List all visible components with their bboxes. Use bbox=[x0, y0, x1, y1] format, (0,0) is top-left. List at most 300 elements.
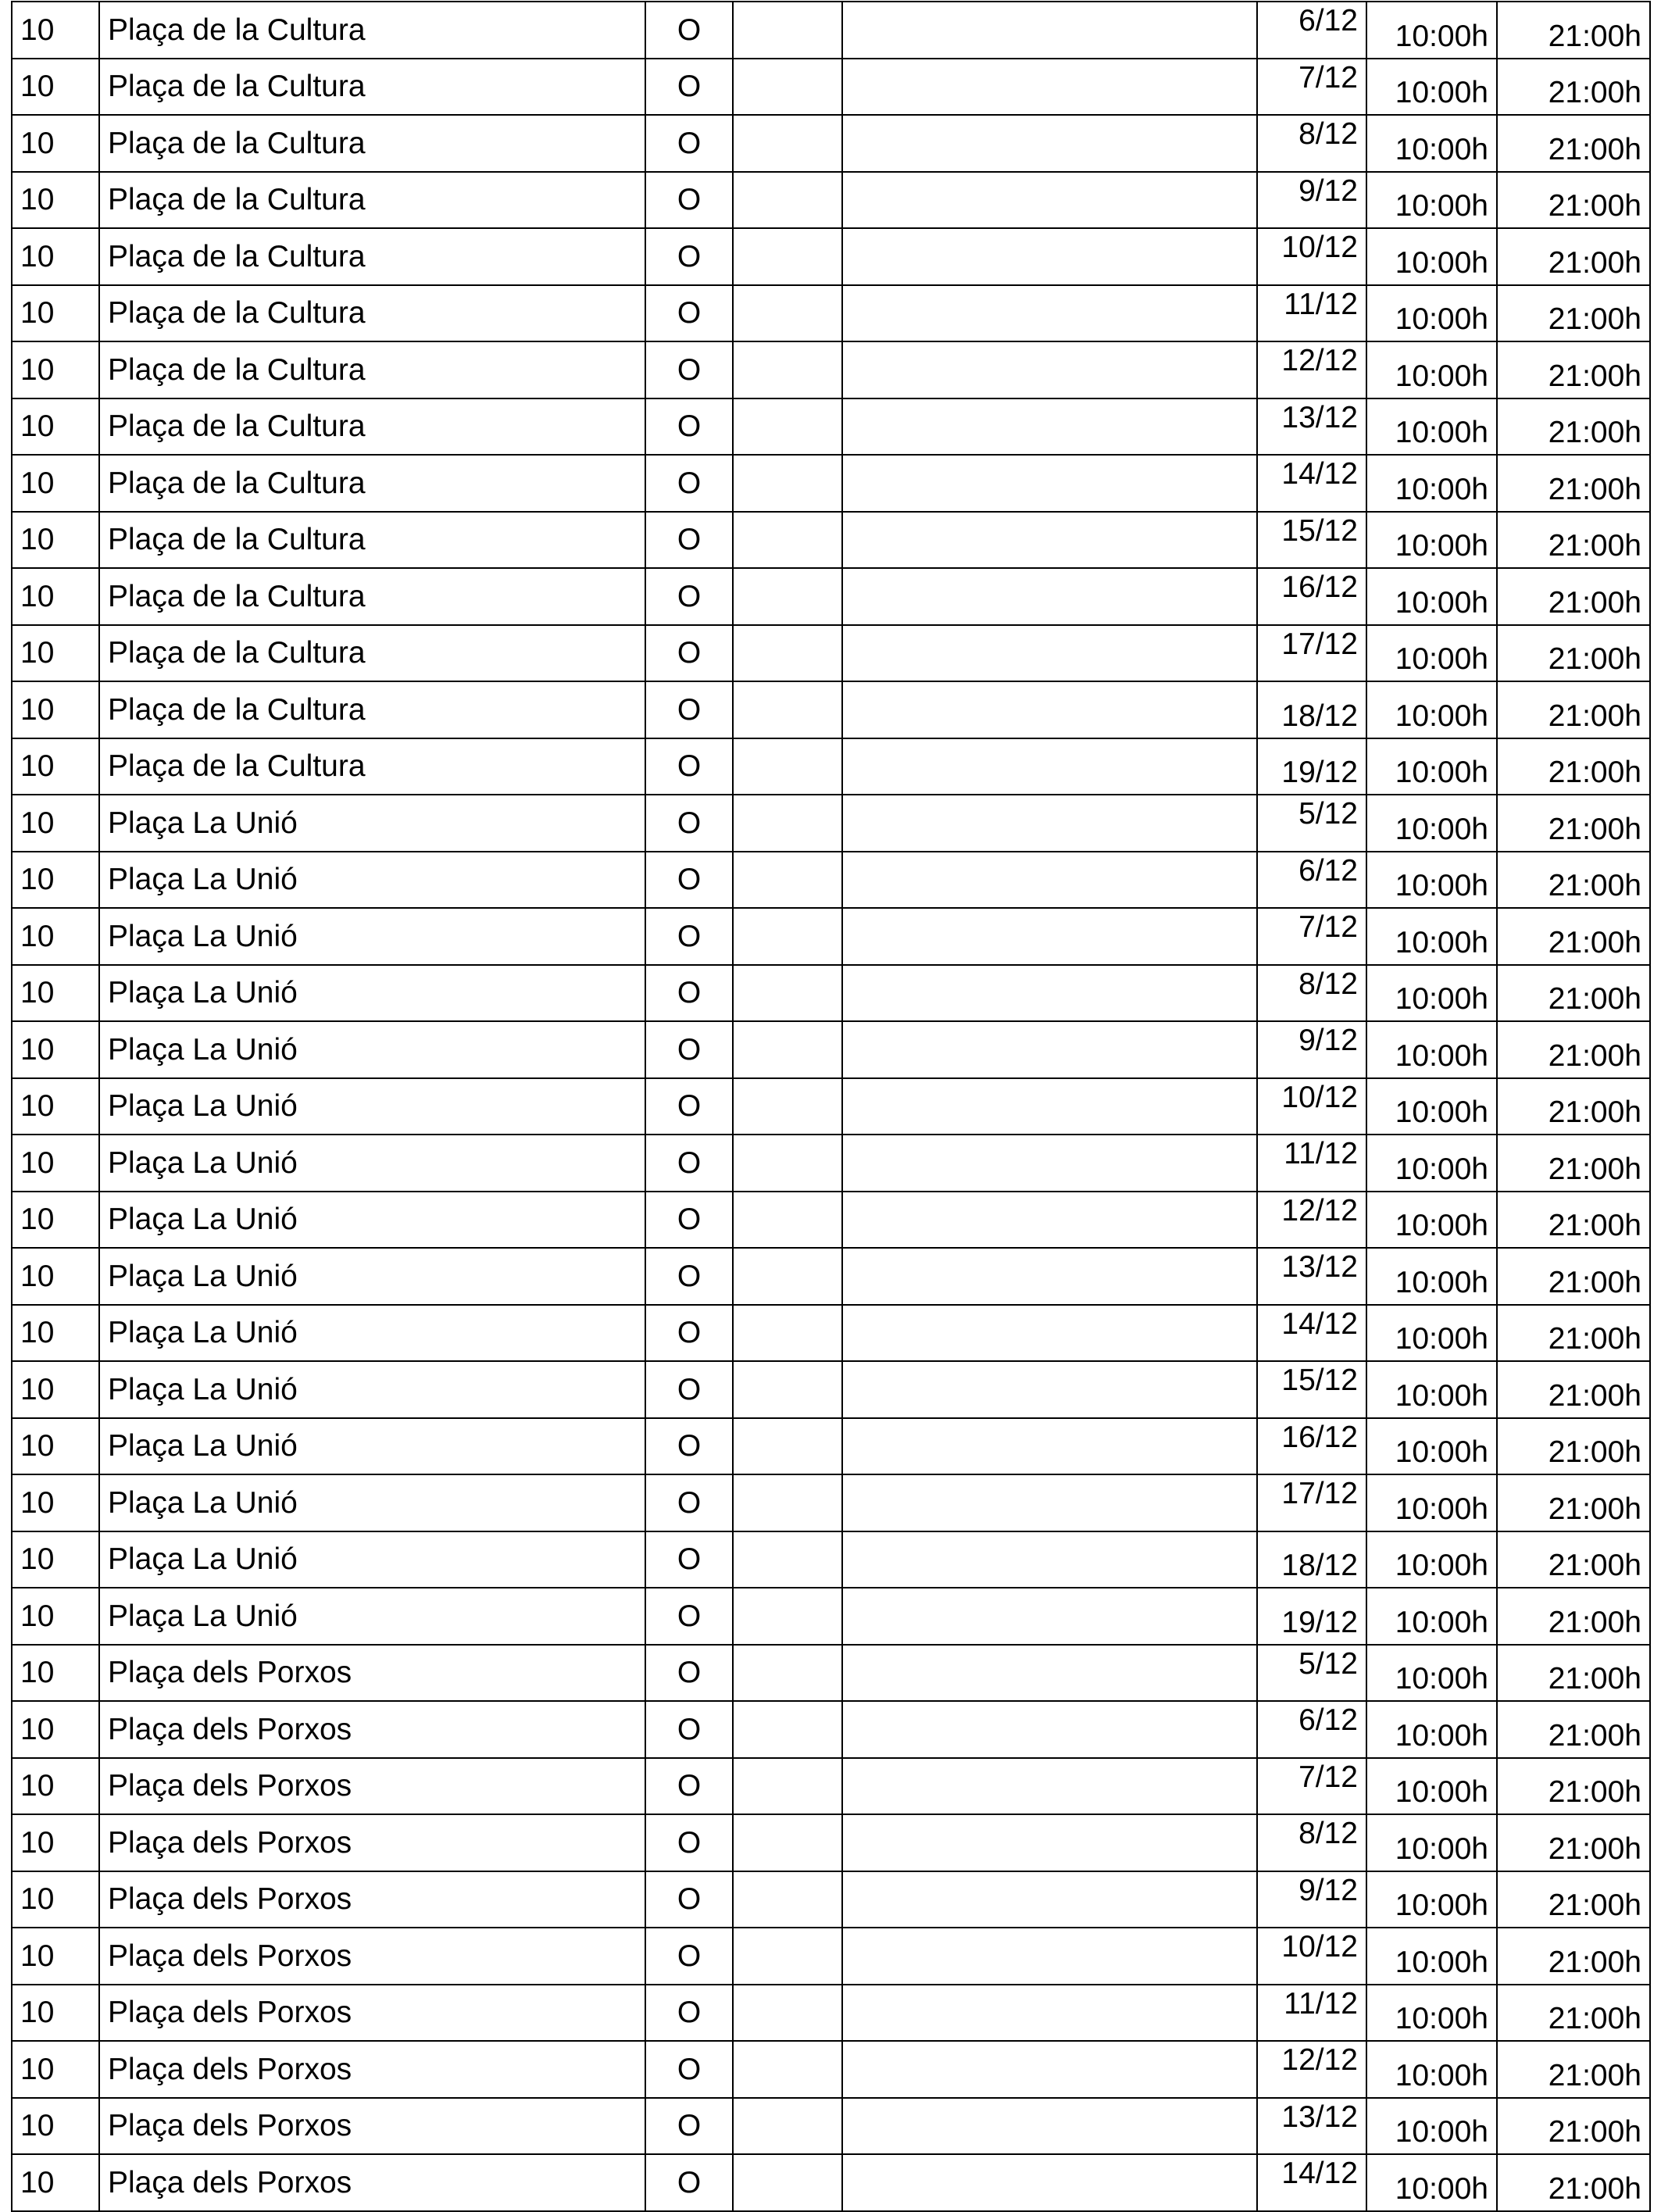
start-time-cell: 10:00h bbox=[1366, 398, 1497, 456]
table-row bbox=[12, 2, 1650, 59]
start-time-cell: 10:00h bbox=[1366, 59, 1497, 116]
row-number-cell: 10 bbox=[12, 1871, 99, 1928]
start-time-cell: 10:00h bbox=[1366, 2098, 1497, 2155]
end-time-cell: 21:00h bbox=[1497, 172, 1650, 229]
row-number-cell: 10 bbox=[12, 1418, 99, 1475]
place-cell: Plaça de la Cultura bbox=[99, 285, 645, 342]
table-row bbox=[12, 1814, 1650, 1871]
start-time-cell: 10:00h bbox=[1366, 455, 1497, 512]
empty-cell bbox=[842, 738, 1257, 795]
mark-cell: O bbox=[645, 1418, 733, 1475]
table-row bbox=[12, 2041, 1650, 2098]
mark-cell: O bbox=[645, 115, 733, 172]
mark-cell: O bbox=[645, 341, 733, 398]
empty-cell bbox=[733, 1418, 842, 1475]
start-time-cell: 10:00h bbox=[1366, 1531, 1497, 1588]
empty-cell bbox=[733, 2041, 842, 2098]
empty-cell bbox=[733, 1474, 842, 1531]
empty-cell bbox=[842, 1531, 1257, 1588]
empty-cell bbox=[733, 1588, 842, 1645]
empty-cell bbox=[733, 1361, 842, 1418]
empty-cell bbox=[733, 59, 842, 116]
mark-cell: O bbox=[645, 795, 733, 852]
row-number-cell: 10 bbox=[12, 1701, 99, 1758]
start-time-cell: 10:00h bbox=[1366, 115, 1497, 172]
date-cell: 15/12 bbox=[1257, 1361, 1366, 1418]
end-time-cell: 21:00h bbox=[1497, 1474, 1650, 1531]
row-number-cell: 10 bbox=[12, 568, 99, 625]
row-number-cell: 10 bbox=[12, 2041, 99, 2098]
empty-cell bbox=[842, 625, 1257, 682]
empty-cell bbox=[842, 2098, 1257, 2155]
end-time-cell: 21:00h bbox=[1497, 1135, 1650, 1192]
place-cell: Plaça de la Cultura bbox=[99, 115, 645, 172]
date-cell: 11/12 bbox=[1257, 1135, 1366, 1192]
end-time-cell: 21:00h bbox=[1497, 1985, 1650, 2042]
date-cell: 13/12 bbox=[1257, 1248, 1366, 1305]
empty-cell bbox=[842, 1985, 1257, 2042]
date-cell: 9/12 bbox=[1257, 1871, 1366, 1928]
table-row bbox=[12, 512, 1650, 569]
mark-cell: O bbox=[645, 1305, 733, 1362]
table-row bbox=[12, 115, 1650, 172]
empty-cell bbox=[842, 1305, 1257, 1362]
empty-cell bbox=[733, 1814, 842, 1871]
row-number-cell: 10 bbox=[12, 1531, 99, 1588]
empty-cell bbox=[842, 115, 1257, 172]
date-cell: 16/12 bbox=[1257, 1418, 1366, 1475]
end-time-cell: 21:00h bbox=[1497, 1418, 1650, 1475]
place-cell: Plaça La Unió bbox=[99, 1531, 645, 1588]
empty-cell bbox=[842, 965, 1257, 1022]
empty-cell bbox=[842, 1645, 1257, 1702]
start-time-cell: 10:00h bbox=[1366, 1645, 1497, 1702]
mark-cell: O bbox=[645, 1021, 733, 1078]
end-time-cell: 21:00h bbox=[1497, 795, 1650, 852]
mark-cell: O bbox=[645, 59, 733, 116]
mark-cell: O bbox=[645, 285, 733, 342]
empty-cell bbox=[733, 1701, 842, 1758]
row-number-cell: 10 bbox=[12, 908, 99, 965]
empty-cell bbox=[842, 1078, 1257, 1135]
place-cell: Plaça dels Porxos bbox=[99, 1758, 645, 1815]
place-cell: Plaça dels Porxos bbox=[99, 1701, 645, 1758]
empty-cell bbox=[842, 1701, 1257, 1758]
end-time-cell: 21:00h bbox=[1497, 1928, 1650, 1985]
mark-cell: O bbox=[645, 2041, 733, 2098]
row-number-cell: 10 bbox=[12, 965, 99, 1022]
empty-cell bbox=[842, 59, 1257, 116]
empty-cell bbox=[733, 1135, 842, 1192]
end-time-cell: 21:00h bbox=[1497, 1361, 1650, 1418]
table-row bbox=[12, 455, 1650, 512]
mark-cell: O bbox=[645, 1531, 733, 1588]
mark-cell: O bbox=[645, 1758, 733, 1815]
place-cell: Plaça La Unió bbox=[99, 1588, 645, 1645]
empty-cell bbox=[733, 1248, 842, 1305]
row-number-cell: 10 bbox=[12, 1021, 99, 1078]
row-number-cell: 10 bbox=[12, 228, 99, 285]
start-time-cell: 10:00h bbox=[1366, 1021, 1497, 1078]
table-row bbox=[12, 1305, 1650, 1362]
date-cell: 6/12 bbox=[1257, 2, 1366, 59]
place-cell: Plaça de la Cultura bbox=[99, 398, 645, 456]
date-cell: 11/12 bbox=[1257, 285, 1366, 342]
table-body bbox=[12, 2, 1650, 2211]
end-time-cell: 21:00h bbox=[1497, 1701, 1650, 1758]
empty-cell bbox=[733, 1021, 842, 1078]
start-time-cell: 10:00h bbox=[1366, 2, 1497, 59]
date-cell: 17/12 bbox=[1257, 1474, 1366, 1531]
end-time-cell: 21:00h bbox=[1497, 285, 1650, 342]
mark-cell: O bbox=[645, 1361, 733, 1418]
empty-cell bbox=[733, 455, 842, 512]
start-time-cell: 10:00h bbox=[1366, 738, 1497, 795]
row-number-cell: 10 bbox=[12, 341, 99, 398]
row-number-cell: 10 bbox=[12, 1645, 99, 1702]
date-cell: 7/12 bbox=[1257, 59, 1366, 116]
row-number-cell: 10 bbox=[12, 115, 99, 172]
place-cell: Plaça dels Porxos bbox=[99, 2154, 645, 2211]
empty-cell bbox=[733, 2154, 842, 2211]
row-number-cell: 10 bbox=[12, 2098, 99, 2155]
date-cell: 14/12 bbox=[1257, 1305, 1366, 1362]
table-row bbox=[12, 965, 1650, 1022]
empty-cell bbox=[842, 2041, 1257, 2098]
start-time-cell: 10:00h bbox=[1366, 172, 1497, 229]
table-row bbox=[12, 625, 1650, 682]
date-cell: 5/12 bbox=[1257, 1645, 1366, 1702]
table-row bbox=[12, 1531, 1650, 1588]
empty-cell bbox=[842, 852, 1257, 909]
place-cell: Plaça de la Cultura bbox=[99, 625, 645, 682]
end-time-cell: 21:00h bbox=[1497, 2154, 1650, 2211]
table-row bbox=[12, 1361, 1650, 1418]
empty-cell bbox=[733, 172, 842, 229]
start-time-cell: 10:00h bbox=[1366, 228, 1497, 285]
start-time-cell: 10:00h bbox=[1366, 1588, 1497, 1645]
place-cell: Plaça La Unió bbox=[99, 852, 645, 909]
date-cell: 18/12 bbox=[1257, 1531, 1366, 1588]
empty-cell bbox=[733, 1758, 842, 1815]
empty-cell bbox=[842, 1758, 1257, 1815]
end-time-cell: 21:00h bbox=[1497, 2041, 1650, 2098]
date-cell: 12/12 bbox=[1257, 2041, 1366, 2098]
empty-cell bbox=[733, 1078, 842, 1135]
table-row bbox=[12, 1078, 1650, 1135]
date-cell: 7/12 bbox=[1257, 908, 1366, 965]
place-cell: Plaça dels Porxos bbox=[99, 2041, 645, 2098]
row-number-cell: 10 bbox=[12, 1135, 99, 1192]
end-time-cell: 21:00h bbox=[1497, 852, 1650, 909]
date-cell: 12/12 bbox=[1257, 341, 1366, 398]
table-row bbox=[12, 1021, 1650, 1078]
mark-cell: O bbox=[645, 908, 733, 965]
table-row bbox=[12, 1758, 1650, 1815]
start-time-cell: 10:00h bbox=[1366, 1135, 1497, 1192]
empty-cell bbox=[733, 228, 842, 285]
table-row bbox=[12, 1248, 1650, 1305]
table-row bbox=[12, 1985, 1650, 2042]
place-cell: Plaça dels Porxos bbox=[99, 1814, 645, 1871]
empty-cell bbox=[733, 1305, 842, 1362]
empty-cell bbox=[842, 398, 1257, 456]
mark-cell: O bbox=[645, 398, 733, 456]
place-cell: Plaça La Unió bbox=[99, 1474, 645, 1531]
mark-cell: O bbox=[645, 172, 733, 229]
date-cell: 8/12 bbox=[1257, 1814, 1366, 1871]
start-time-cell: 10:00h bbox=[1366, 681, 1497, 738]
start-time-cell: 10:00h bbox=[1366, 1078, 1497, 1135]
end-time-cell: 21:00h bbox=[1497, 228, 1650, 285]
empty-cell bbox=[842, 1418, 1257, 1475]
date-cell: 6/12 bbox=[1257, 1701, 1366, 1758]
empty-cell bbox=[733, 965, 842, 1022]
mark-cell: O bbox=[645, 1248, 733, 1305]
mark-cell: O bbox=[645, 2098, 733, 2155]
row-number-cell: 10 bbox=[12, 455, 99, 512]
end-time-cell: 21:00h bbox=[1497, 512, 1650, 569]
start-time-cell: 10:00h bbox=[1366, 1928, 1497, 1985]
empty-cell bbox=[733, 1985, 842, 2042]
place-cell: Plaça La Unió bbox=[99, 795, 645, 852]
start-time-cell: 10:00h bbox=[1366, 1361, 1497, 1418]
table-row bbox=[12, 568, 1650, 625]
end-time-cell: 21:00h bbox=[1497, 59, 1650, 116]
row-number-cell: 10 bbox=[12, 795, 99, 852]
date-cell: 14/12 bbox=[1257, 2154, 1366, 2211]
date-cell: 17/12 bbox=[1257, 625, 1366, 682]
end-time-cell: 21:00h bbox=[1497, 1531, 1650, 1588]
start-time-cell: 10:00h bbox=[1366, 1985, 1497, 2042]
date-cell: 6/12 bbox=[1257, 852, 1366, 909]
table-row bbox=[12, 1192, 1650, 1249]
end-time-cell: 21:00h bbox=[1497, 341, 1650, 398]
mark-cell: O bbox=[645, 1078, 733, 1135]
place-cell: Plaça La Unió bbox=[99, 1021, 645, 1078]
start-time-cell: 10:00h bbox=[1366, 908, 1497, 965]
empty-cell bbox=[733, 738, 842, 795]
start-time-cell: 10:00h bbox=[1366, 512, 1497, 569]
end-time-cell: 21:00h bbox=[1497, 2098, 1650, 2155]
row-number-cell: 10 bbox=[12, 285, 99, 342]
end-time-cell: 21:00h bbox=[1497, 965, 1650, 1022]
row-number-cell: 10 bbox=[12, 1192, 99, 1249]
empty-cell bbox=[842, 1192, 1257, 1249]
place-cell: Plaça dels Porxos bbox=[99, 2098, 645, 2155]
empty-cell bbox=[842, 795, 1257, 852]
place-cell: Plaça La Unió bbox=[99, 1305, 645, 1362]
table-row bbox=[12, 285, 1650, 342]
date-cell: 13/12 bbox=[1257, 398, 1366, 456]
start-time-cell: 10:00h bbox=[1366, 1871, 1497, 1928]
mark-cell: O bbox=[645, 1474, 733, 1531]
mark-cell: O bbox=[645, 2154, 733, 2211]
empty-cell bbox=[842, 1588, 1257, 1645]
empty-cell bbox=[842, 2, 1257, 59]
end-time-cell: 21:00h bbox=[1497, 1305, 1650, 1362]
empty-cell bbox=[842, 1021, 1257, 1078]
date-cell: 13/12 bbox=[1257, 2098, 1366, 2155]
place-cell: Plaça dels Porxos bbox=[99, 1871, 645, 1928]
row-number-cell: 10 bbox=[12, 1588, 99, 1645]
empty-cell bbox=[842, 1248, 1257, 1305]
date-cell: 10/12 bbox=[1257, 1928, 1366, 1985]
empty-cell bbox=[733, 1192, 842, 1249]
empty-cell bbox=[733, 908, 842, 965]
place-cell: Plaça dels Porxos bbox=[99, 1985, 645, 2042]
empty-cell bbox=[733, 852, 842, 909]
place-cell: Plaça dels Porxos bbox=[99, 1928, 645, 1985]
empty-cell bbox=[842, 512, 1257, 569]
start-time-cell: 10:00h bbox=[1366, 1701, 1497, 1758]
row-number-cell: 10 bbox=[12, 2, 99, 59]
mark-cell: O bbox=[645, 1645, 733, 1702]
place-cell: Plaça de la Cultura bbox=[99, 681, 645, 738]
place-cell: Plaça La Unió bbox=[99, 1135, 645, 1192]
date-cell: 10/12 bbox=[1257, 228, 1366, 285]
mark-cell: O bbox=[645, 1192, 733, 1249]
table-row bbox=[12, 852, 1650, 909]
place-cell: Plaça de la Cultura bbox=[99, 455, 645, 512]
place-cell: Plaça de la Cultura bbox=[99, 512, 645, 569]
date-cell: 7/12 bbox=[1257, 1758, 1366, 1815]
table-row bbox=[12, 228, 1650, 285]
empty-cell bbox=[733, 115, 842, 172]
end-time-cell: 21:00h bbox=[1497, 568, 1650, 625]
date-cell: 8/12 bbox=[1257, 115, 1366, 172]
end-time-cell: 21:00h bbox=[1497, 625, 1650, 682]
table-row bbox=[12, 795, 1650, 852]
start-time-cell: 10:00h bbox=[1366, 1474, 1497, 1531]
row-number-cell: 10 bbox=[12, 1474, 99, 1531]
schedule-table bbox=[11, 1, 1651, 2212]
table-row bbox=[12, 398, 1650, 456]
table-row bbox=[12, 1588, 1650, 1645]
empty-cell bbox=[733, 795, 842, 852]
empty-cell bbox=[842, 455, 1257, 512]
empty-cell bbox=[842, 1928, 1257, 1985]
table-row bbox=[12, 2098, 1650, 2155]
row-number-cell: 10 bbox=[12, 738, 99, 795]
place-cell: Plaça dels Porxos bbox=[99, 1645, 645, 1702]
date-cell: 19/12 bbox=[1257, 1588, 1366, 1645]
empty-cell bbox=[842, 568, 1257, 625]
mark-cell: O bbox=[645, 1701, 733, 1758]
start-time-cell: 10:00h bbox=[1366, 1248, 1497, 1305]
start-time-cell: 10:00h bbox=[1366, 1814, 1497, 1871]
end-time-cell: 21:00h bbox=[1497, 455, 1650, 512]
empty-cell bbox=[733, 512, 842, 569]
start-time-cell: 10:00h bbox=[1366, 568, 1497, 625]
table-row bbox=[12, 908, 1650, 965]
date-cell: 19/12 bbox=[1257, 738, 1366, 795]
table-row bbox=[12, 1701, 1650, 1758]
row-number-cell: 10 bbox=[12, 1305, 99, 1362]
place-cell: Plaça La Unió bbox=[99, 908, 645, 965]
date-cell: 8/12 bbox=[1257, 965, 1366, 1022]
table-row bbox=[12, 681, 1650, 738]
place-cell: Plaça La Unió bbox=[99, 1078, 645, 1135]
place-cell: Plaça La Unió bbox=[99, 1418, 645, 1475]
start-time-cell: 10:00h bbox=[1366, 965, 1497, 1022]
end-time-cell: 21:00h bbox=[1497, 1814, 1650, 1871]
end-time-cell: 21:00h bbox=[1497, 2, 1650, 59]
empty-cell bbox=[733, 625, 842, 682]
place-cell: Plaça de la Cultura bbox=[99, 59, 645, 116]
mark-cell: O bbox=[645, 2, 733, 59]
end-time-cell: 21:00h bbox=[1497, 1645, 1650, 1702]
start-time-cell: 10:00h bbox=[1366, 1305, 1497, 1362]
empty-cell bbox=[733, 285, 842, 342]
date-cell: 12/12 bbox=[1257, 1192, 1366, 1249]
empty-cell bbox=[842, 1474, 1257, 1531]
place-cell: Plaça de la Cultura bbox=[99, 341, 645, 398]
empty-cell bbox=[842, 681, 1257, 738]
empty-cell bbox=[842, 1361, 1257, 1418]
place-cell: Plaça de la Cultura bbox=[99, 2, 645, 59]
table-row bbox=[12, 1871, 1650, 1928]
place-cell: Plaça La Unió bbox=[99, 965, 645, 1022]
mark-cell: O bbox=[645, 455, 733, 512]
row-number-cell: 10 bbox=[12, 1758, 99, 1815]
start-time-cell: 10:00h bbox=[1366, 285, 1497, 342]
mark-cell: O bbox=[645, 1135, 733, 1192]
place-cell: Plaça La Unió bbox=[99, 1248, 645, 1305]
row-number-cell: 10 bbox=[12, 59, 99, 116]
end-time-cell: 21:00h bbox=[1497, 398, 1650, 456]
row-number-cell: 10 bbox=[12, 681, 99, 738]
end-time-cell: 21:00h bbox=[1497, 908, 1650, 965]
empty-cell bbox=[842, 908, 1257, 965]
mark-cell: O bbox=[645, 681, 733, 738]
table-row bbox=[12, 59, 1650, 116]
end-time-cell: 21:00h bbox=[1497, 1588, 1650, 1645]
row-number-cell: 10 bbox=[12, 1248, 99, 1305]
date-cell: 10/12 bbox=[1257, 1078, 1366, 1135]
empty-cell bbox=[733, 398, 842, 456]
empty-cell bbox=[842, 228, 1257, 285]
end-time-cell: 21:00h bbox=[1497, 1758, 1650, 1815]
start-time-cell: 10:00h bbox=[1366, 1192, 1497, 1249]
table-row bbox=[12, 1135, 1650, 1192]
row-number-cell: 10 bbox=[12, 172, 99, 229]
row-number-cell: 10 bbox=[12, 2154, 99, 2211]
empty-cell bbox=[842, 341, 1257, 398]
mark-cell: O bbox=[645, 625, 733, 682]
empty-cell bbox=[733, 2, 842, 59]
empty-cell bbox=[733, 681, 842, 738]
empty-cell bbox=[842, 1135, 1257, 1192]
mark-cell: O bbox=[645, 1928, 733, 1985]
date-cell: 5/12 bbox=[1257, 795, 1366, 852]
table-row bbox=[12, 1474, 1650, 1531]
end-time-cell: 21:00h bbox=[1497, 115, 1650, 172]
place-cell: Plaça de la Cultura bbox=[99, 172, 645, 229]
end-time-cell: 21:00h bbox=[1497, 1021, 1650, 1078]
date-cell: 9/12 bbox=[1257, 172, 1366, 229]
table-row bbox=[12, 1418, 1650, 1475]
mark-cell: O bbox=[645, 1985, 733, 2042]
row-number-cell: 10 bbox=[12, 625, 99, 682]
date-cell: 18/12 bbox=[1257, 681, 1366, 738]
row-number-cell: 10 bbox=[12, 1361, 99, 1418]
table-row bbox=[12, 172, 1650, 229]
place-cell: Plaça de la Cultura bbox=[99, 738, 645, 795]
empty-cell bbox=[842, 285, 1257, 342]
table-row bbox=[12, 341, 1650, 398]
empty-cell bbox=[733, 1531, 842, 1588]
